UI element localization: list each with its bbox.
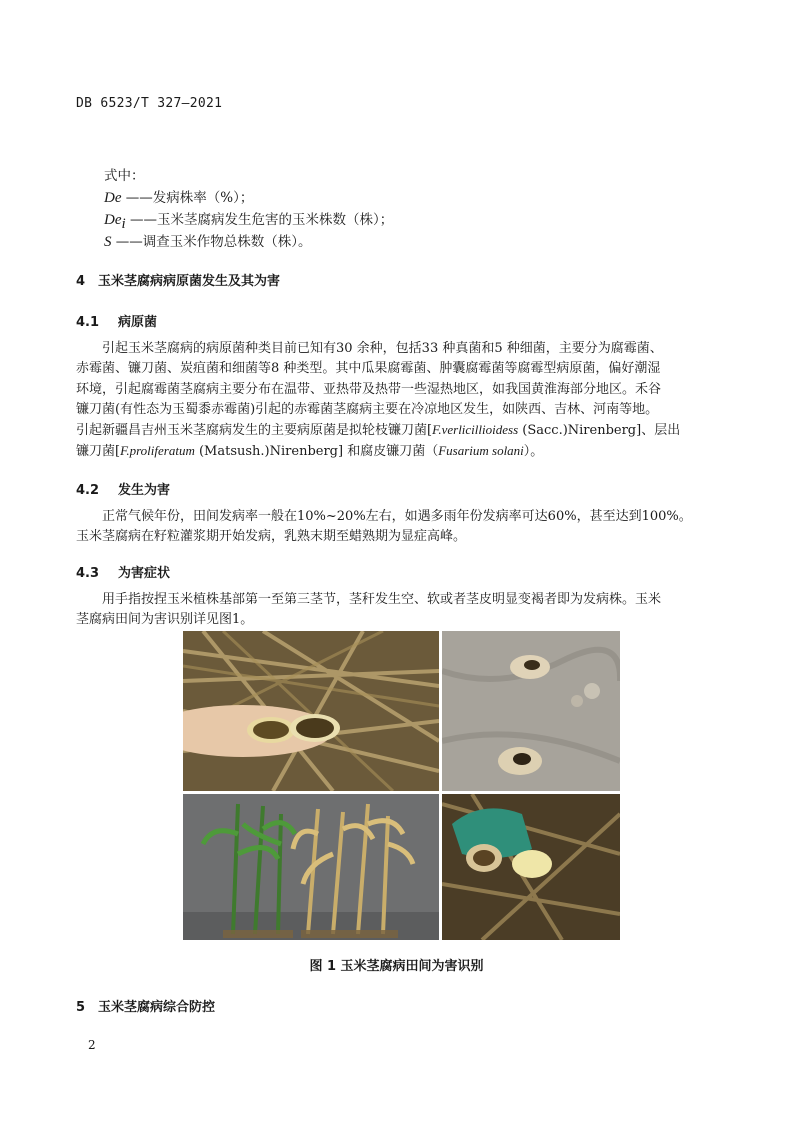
section-title: 病原菌 <box>118 315 158 330</box>
paragraph-line: 镰刀菌(有性态为玉蜀黍赤霉菌)引起的赤霉菌茎腐病主要在冷凉地区发生，如陕西、吉林、河南等地。 <box>76 401 659 417</box>
section-4-3-heading <box>76 562 170 581</box>
figure-1-photo-grid <box>183 631 620 940</box>
paragraph-line: 用手指按捏玉米植株基部第一至第三茎节，茎秆发生空、软或者茎皮明显变褐者即为发病株。玉米 <box>102 592 662 607</box>
section-title: 玉米茎腐病病原菌发生及其为害 <box>98 274 281 289</box>
paragraph-line: 正常气候年份，田间发病率一般在10%~20%左右，如遇多雨年份发病率可达60%，甚至达到100%。 <box>102 509 692 524</box>
paragraph-line <box>76 441 716 462</box>
paragraph-line: 环境，引起腐霉菌茎腐病主要分布在温带、亚热带及热带一些湿热地区，如我国黄淮海部分地区。禾谷 <box>76 381 662 397</box>
var-desc: ——玉米茎腐病发生危害的玉米株数（株）； <box>129 212 394 228</box>
formula-var-de <box>104 186 253 207</box>
page-number: 2 <box>88 1038 96 1052</box>
var-symbol: De <box>104 190 122 206</box>
formula-where-label: 式中： <box>104 168 145 184</box>
section-number: 4 <box>76 274 86 289</box>
photo-rotted-stumps-soil <box>442 631 620 791</box>
var-desc: ——调查玉米作物总株数（株）。 <box>115 234 312 250</box>
var-subscript: i <box>121 215 126 232</box>
section-4-2-heading <box>76 479 170 498</box>
formula-var-s <box>104 230 312 251</box>
photo-healthy-vs-diseased-plants <box>183 794 439 940</box>
species-name: F.proliferatum <box>120 443 195 459</box>
text-run: ）。 <box>523 444 544 460</box>
section-number: 5 <box>76 1000 86 1015</box>
text-run: 镰刀菌[ <box>76 444 121 460</box>
text-run: 引起新疆昌吉州玉米茎腐病发生的主要病原菌是拟轮枝镰刀菌[ <box>76 423 433 439</box>
var-desc: ——发病株率（%）； <box>125 190 254 206</box>
var-symbol: S <box>104 234 112 250</box>
section-title: 为害症状 <box>118 566 171 581</box>
paragraph-line: 赤霉菌、镰刀菌、炭疽菌和细菌等8 种类型。其中瓜果腐霉菌、肿囊腐霉菌等腐霉型病原菌，偏好潮湿 <box>76 361 661 377</box>
photo-gloved-hand-stalk-sections <box>442 794 620 940</box>
paragraph-line: 引起玉米茎腐病的病原菌种类目前已知有30 余种，包括33 种真菌和5 种细菌，主要分为腐霉菌、 <box>102 341 663 356</box>
section-5-heading <box>76 996 215 1015</box>
text-run: (Sacc.)Nirenberg]、层出 <box>518 423 681 439</box>
section-title: 发生为害 <box>118 483 171 498</box>
section-number: 4.3 <box>76 566 100 581</box>
paragraph-line <box>76 420 716 441</box>
formula-var-dei <box>104 208 393 233</box>
figure-caption: 图 1 玉米茎腐病田间为害识别 <box>309 959 484 974</box>
document-code: DB 6523/T 327—2021 <box>76 96 223 111</box>
paragraph-line: 玉米茎腐病在籽粒灌浆期开始发病，乳熟末期至蜡熟期为显症高峰。 <box>76 529 467 545</box>
var-symbol: De <box>104 212 122 228</box>
species-name: F.verlicillioidess <box>432 422 519 438</box>
section-number: 4.2 <box>76 483 100 498</box>
photo-stalk-cross-section <box>183 631 439 791</box>
section-4-1-heading <box>76 311 157 330</box>
section-4-heading <box>76 270 280 289</box>
paragraph-line: 茎腐病田间为害识别详见图1。 <box>76 612 254 628</box>
occurrence-paragraph <box>76 507 716 548</box>
section-title: 玉米茎腐病综合防控 <box>98 1000 216 1015</box>
symptom-paragraph <box>76 590 716 631</box>
text-run: (Matsush.)Nirenberg] 和腐皮镰刀菌（ <box>194 444 439 460</box>
section-number: 4.1 <box>76 315 100 330</box>
pathogen-paragraph <box>76 339 716 463</box>
species-name: Fusarium solani <box>438 443 524 459</box>
